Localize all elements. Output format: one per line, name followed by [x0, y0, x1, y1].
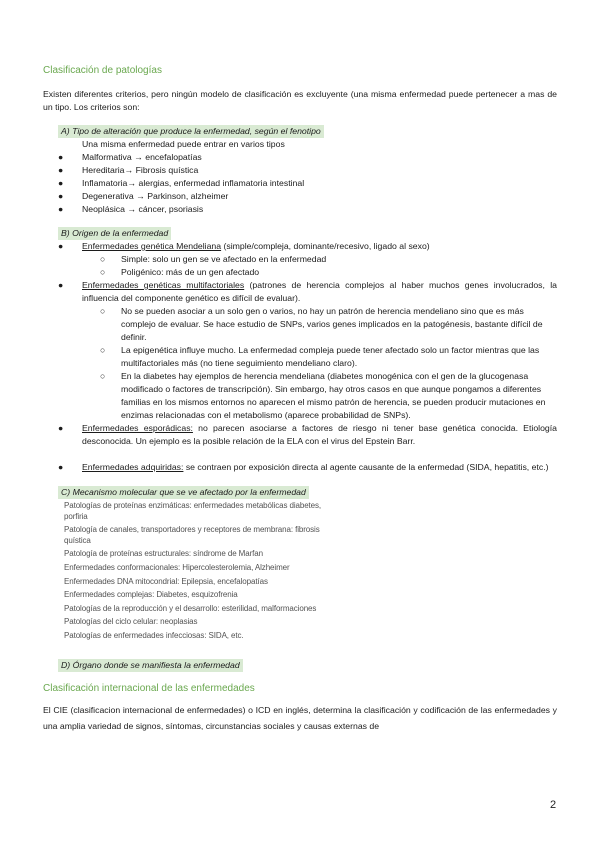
sub-bullet-icon: ○ [100, 371, 106, 381]
list-item-esporadicas: ● Enfermedades esporádicas: no parecen asociarse a factores de riesgo ni tener base genética conocida. Etiología desconocida. Un ejemplo es la posible relación de la ELA con el virus del Epstein Barr. [58, 423, 557, 446]
bullet-icon: ● [58, 241, 64, 251]
list-item: quística [64, 535, 91, 545]
list-item-multifactoriales: ● Enfermedades genéticas multifactoriales (patrones de herencia complejos al haber muchos genes involucrados, la influencia del componente genético es difícil de evaluar). [58, 280, 557, 303]
section-a-title: A) Tipo de alteración que produce la enfermedad, según el fenotipo [58, 125, 324, 138]
document-page [43, 64, 557, 734]
heading-clasificacion-internacional: Clasificación internacional de las enfermedades [43, 682, 255, 694]
list-item: ● Malformativa → encefalopatías [58, 152, 202, 162]
term-multifactoriales: Enfermedades genéticas multifactoriales [82, 280, 245, 290]
sub-list-item: ○ Simple: solo un gen se ve afectado en la enfermedad [100, 254, 327, 264]
bullet-icon: ● [58, 423, 64, 433]
list-item-adquiridas: ● Enfermedades adquiridas: se contraen por exposición directa al agente causante de la enfermedad (SIDA, hepatitis, etc.) [58, 462, 549, 472]
list-item: Enfermedades conformacionales: Hipercolesterolemia, Alzheimer [64, 562, 290, 572]
sub-bullet-icon: ○ [100, 267, 106, 277]
section-a [43, 125, 557, 138]
section-b [43, 227, 557, 240]
sub-list-item: ○ En la diabetes hay ejemplos de herencia mendeliana (diabetes monogénica con el gen de la glucogenasa modificado o factores de transcripción). Sin embargo, hay otros casos en que aunque pongamos a diferentes familias en los mismos entornos no aparecen el mismo patrón de herencia, se pueden producir mutaciones en enzimas relacionadas con el metabolismo (aparece probabilidad de SNPs). [100, 371, 546, 420]
page-number: 2 [550, 799, 557, 811]
list-item-mendeliana: ● Enfermedades genética Mendeliana (simple/compleja, dominante/recesivo, ligado al sexo) [58, 241, 430, 251]
list-item: Patología de proteínas estructurales: síndrome de Marfan [64, 549, 263, 559]
sub-bullet-icon: ○ [100, 306, 106, 316]
cie-paragraph: El CIE (clasificacion internacional de enfermedades) o ICD en inglés, determina la clasificación y codificación de las enfermedades y una amplia variedad de signos, síntomas, circunstancias sociales y causas externas de [43, 704, 557, 731]
bullet-icon: ● [58, 462, 64, 472]
section-d [43, 659, 557, 672]
list-item: Patología de canales, transportadores y receptores de membrana: fibrosis [64, 525, 320, 535]
bullet-icon: ● [58, 178, 64, 188]
list-item: ● Hereditaria→ Fibrosis quística [58, 165, 199, 175]
bullet-icon: ● [58, 204, 64, 214]
bullet-icon: ● [58, 280, 64, 290]
term-esporadicas: Enfermedades esporádicas: [82, 423, 193, 433]
sub-bullet-icon: ○ [100, 345, 106, 355]
sub-list-item: ○ Poligénico: más de un gen afectado [100, 267, 260, 277]
sub-bullet-icon: ○ [100, 254, 106, 264]
section-c-title: C) Mecanismo molecular que se ve afectado por la enfermedad [58, 486, 309, 499]
list-item: Patologías de enfermedades infecciosas: SIDA, etc. [64, 630, 244, 640]
section-d-title: D) Órgano donde se manifiesta la enfermedad [58, 659, 243, 672]
bullet-icon: ● [58, 165, 64, 175]
list-item: Enfermedades complejas: Diabetes, esquizofrenia [64, 590, 238, 600]
heading-clasificacion-patologias: Clasificación de patologías [43, 65, 162, 76]
sub-list-item: ○ No se pueden asociar a un solo gen o varios, no hay un patrón de herencia mendeliano sino que es más complejo de evaluar. Se hace estudio de SNPs, varios genes implicados en la patogénesis, bastante difícil de definir. [100, 306, 543, 342]
section-a-list [43, 151, 557, 216]
term-adquiridas: Enfermedades adquiridas: [82, 462, 184, 472]
term-mendeliana: Enfermedades genética Mendeliana [82, 241, 222, 251]
section-c [43, 486, 557, 499]
list-item: ● Neoplásica → cáncer, psoriasis [58, 204, 204, 214]
list-item: ● Degenerativa → Parkinson, alzheimer [58, 191, 229, 201]
list-item: porfiria [64, 511, 88, 521]
bullet-icon: ● [58, 152, 64, 162]
list-item: Enfermedades DNA mitocondrial: Epilepsia, encefalopatías [64, 576, 268, 586]
list-item: ● Inflamatoria→ alergias, enfermedad inflamatoria intestinal [58, 178, 305, 188]
section-b-title: B) Origen de la enfermedad [58, 227, 171, 240]
sub-list-item: ○ La epigenética influye mucho. La enfermedad compleja puede tener afectado solo un factor mientras que las multifactoriales más (no tiene seguimiento mendeliano claro). [100, 345, 540, 368]
section-c-image-list [43, 499, 557, 643]
section-a-note: Una misma enfermedad puede entrar en varios tipos [82, 139, 285, 149]
list-item: Patologías del ciclo celular: neoplasias [64, 617, 198, 627]
bullet-icon: ● [58, 191, 64, 201]
intro-paragraph: Existen diferentes criterios, pero ningún modelo de clasificación es excluyente (una misma enfermedad puede pertenecer a mas de un tipo. Los criterios son: [43, 89, 557, 112]
list-item: Patologías de la reproducción y el desarrollo: esterilidad, malformaciones [64, 603, 317, 613]
list-item: Patologías de proteínas enzimáticas: enfermedades metabólicas diabetes, [64, 501, 322, 510]
